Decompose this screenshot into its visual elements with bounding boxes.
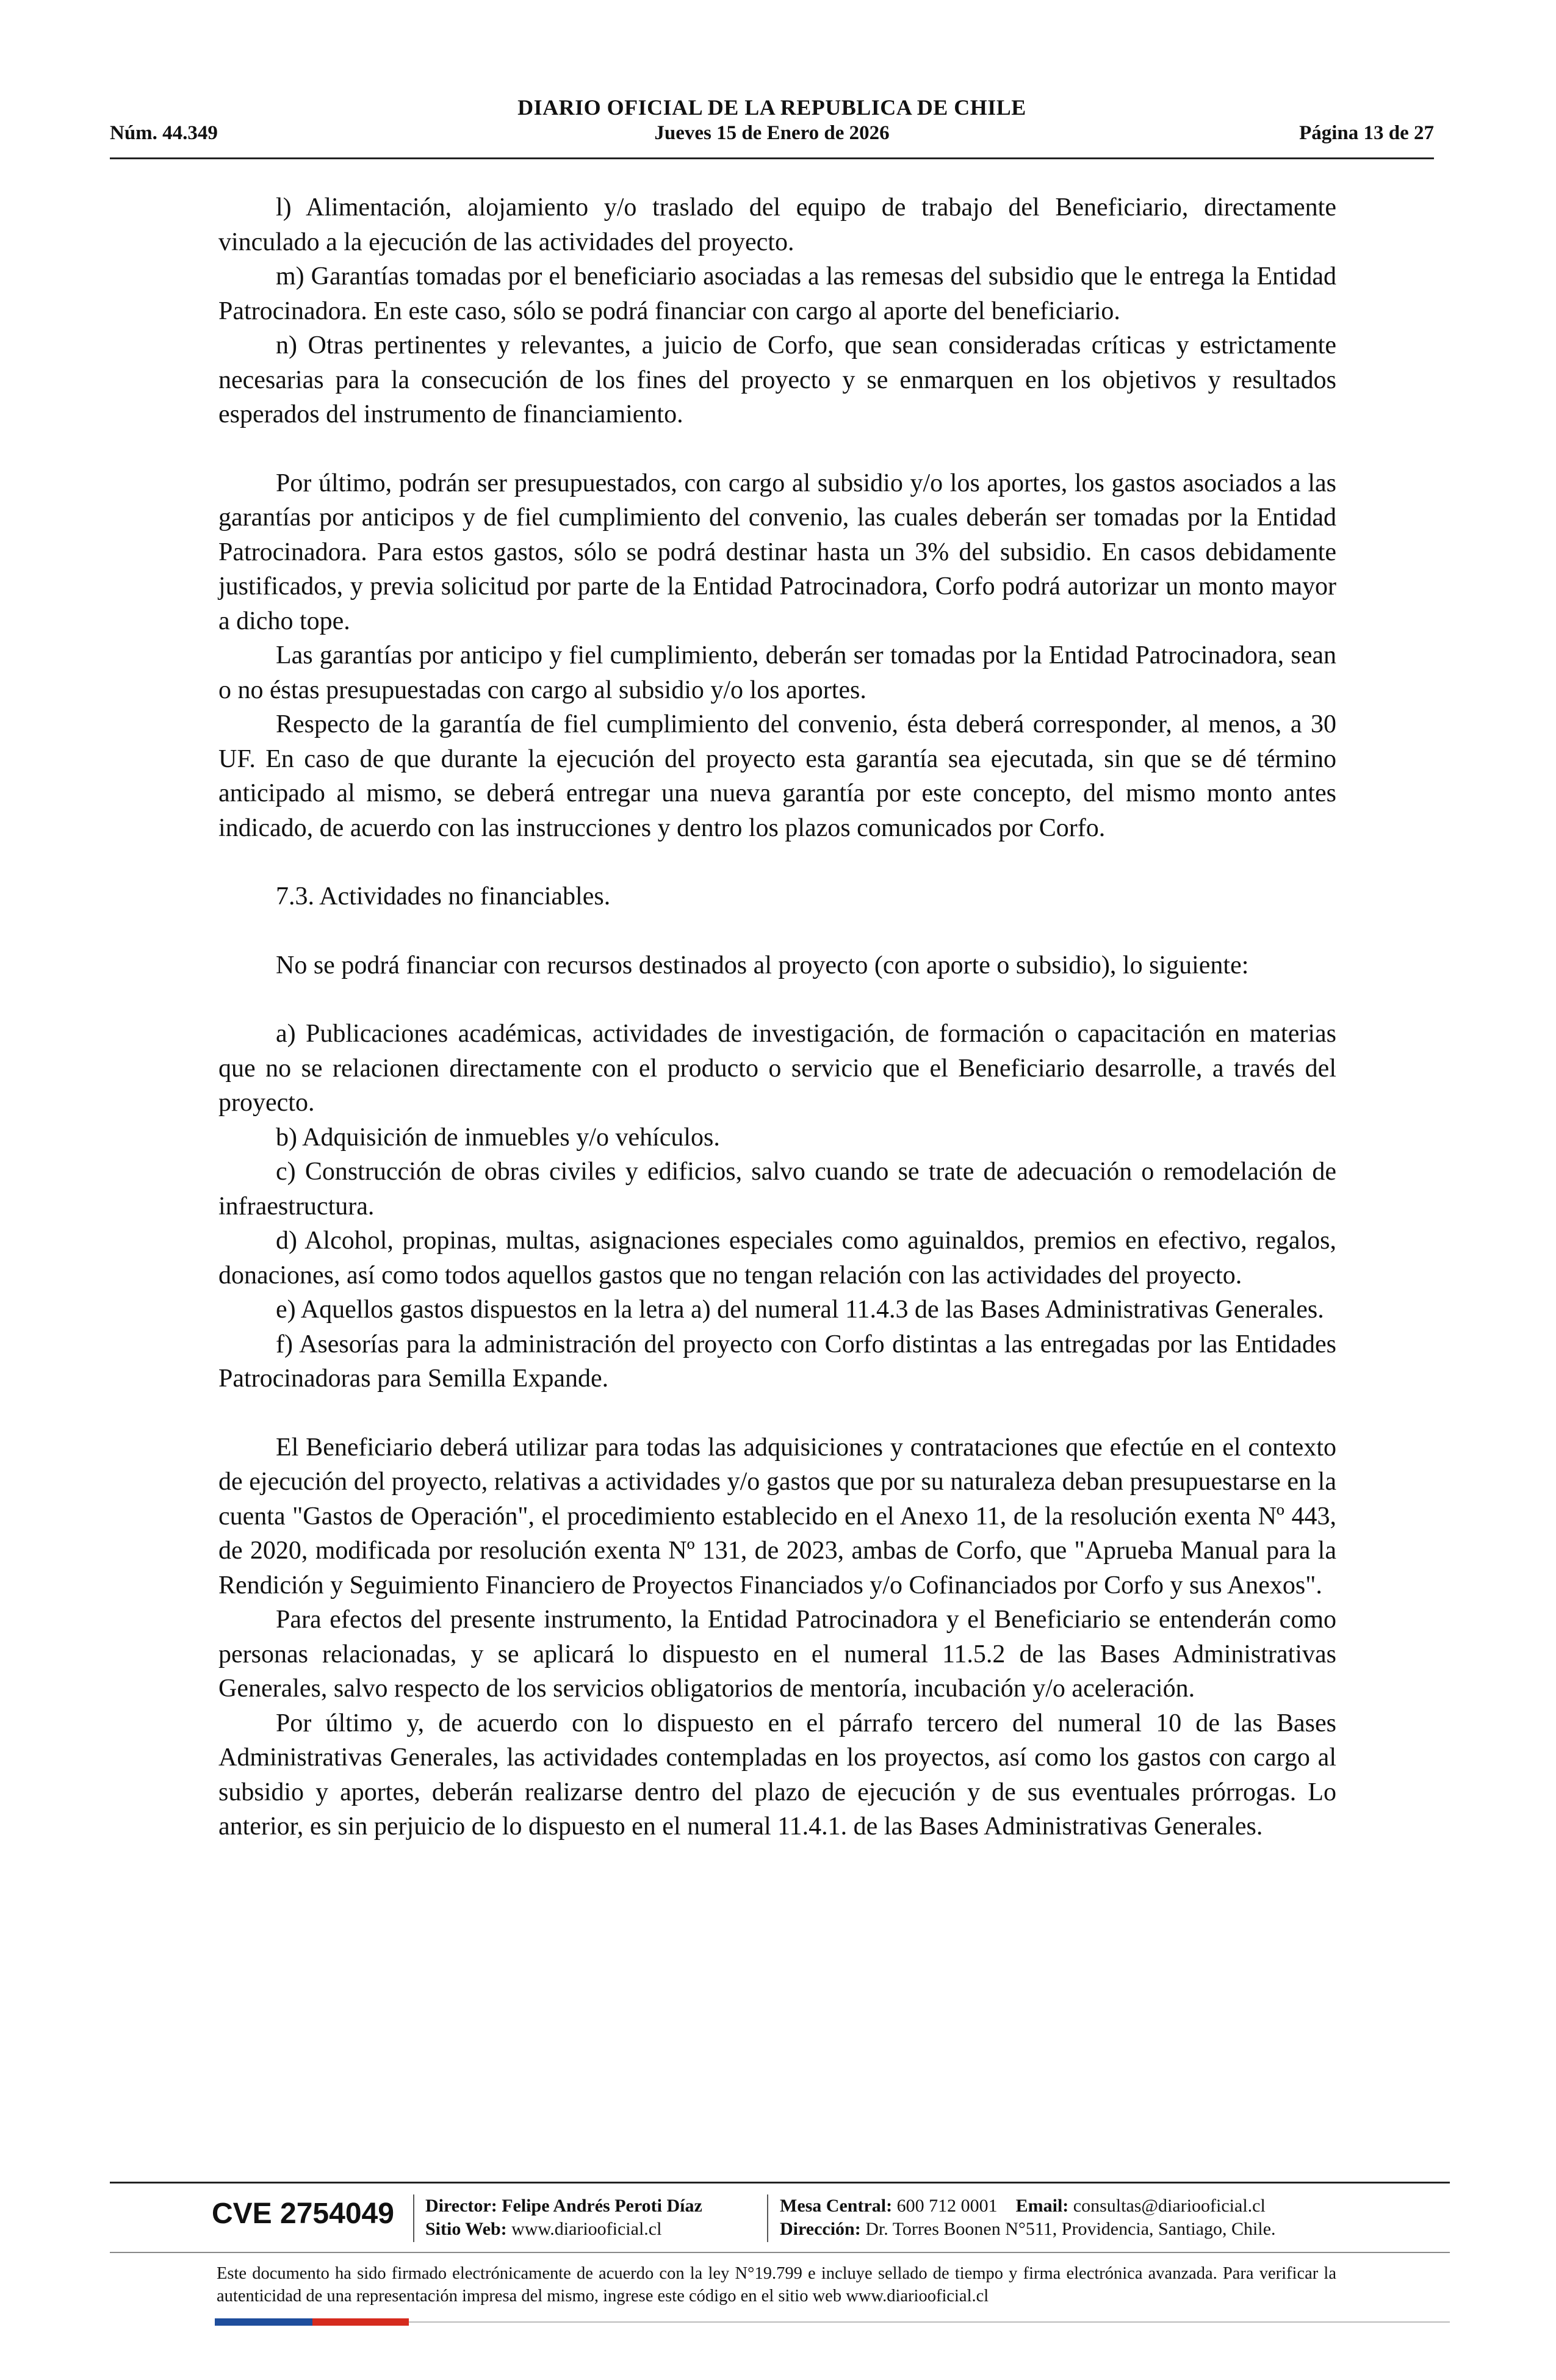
footer-director-block xyxy=(425,2194,702,2241)
list-item-f: f) Asesorías para la administración del proyecto con Corfo distintas a las entregadas por las Entidades Patrocinadoras para Semilla Expande. xyxy=(218,1330,1336,1393)
paragraph-procurement: El Beneficiario deberá utilizar para todas las adquisiciones y contrataciones que efectúe en el contexto de ejecución del proyecto, relativas a actividades y/o gastos que por su naturaleza deban presupuestarse en la cuenta "Gastos de Operación", el procedimiento establecido en el Anexo 11, de la resolución exenta Nº 443, de 2020, modificada por resolución exenta Nº 131, de 2023, ambas de Corfo, que "Aprueba Manual para la Rendición y Seguimiento Financiero de Proyectos Financiados y/o Cofinanciados por Corfo y sus Anexos". xyxy=(218,1433,1336,1599)
mesa-phone: 600 712 0001 xyxy=(896,2196,998,2216)
paragraph-guarantees-entity: Las garantías por anticipo y fiel cumplimiento, deberán ser tomadas por la Entidad Patrocinadora, sean o no éstas presupuestadas con cargo al subsidio y/o los aportes. xyxy=(218,641,1336,704)
footer-divider-mid xyxy=(110,2252,1450,2253)
site-link[interactable]: www.diariooficial.cl xyxy=(511,2219,662,2239)
list-item-a: a) Publicaciones académicas, actividades de investigación, de formación o capacitación en materias que no se relacionen directamente con el producto o servicio que el Beneficiario desarrolle, a través del proyecto. xyxy=(218,1020,1336,1117)
header-divider xyxy=(110,157,1434,159)
paragraph-fiel-cumplimiento: Respecto de la garantía de fiel cumplimiento del convenio, ésta deberá corresponder, al menos, a 30 UF. En caso de que durante la ejecución del proyecto esta garantía sea ejecutada, sin que se dé término anticipado al mismo, se deberá entregar una nueva garantía por este concepto, del mismo monto antes indicado, de acuerdo con las instrucciones y dentro los plazos comunicados por Corfo. xyxy=(218,710,1336,842)
list-item-c: c) Construcción de obras civiles y edificios, salvo cuando se trate de adecuación o remodelación de infraestructura. xyxy=(218,1158,1336,1221)
paragraph-item-m: m) Garantías tomadas por el beneficiario asociadas a las remesas del subsidio que le entrega la Entidad Patrocinadora. En este caso, sólo se podrá financiar con cargo al aporte del beneficiario. xyxy=(218,262,1336,325)
page-number: Página 13 de 27 xyxy=(1299,122,1434,144)
paragraph-item-n: n) Otras pertinentes y relevantes, a juicio de Corfo, que sean consideradas críticas y estrictamente necesarias para la consecución de los fines del proyecto y se enmarquen en los objetivos y resultados esperados del instrumento de financiamiento. xyxy=(218,331,1336,428)
flag-stripe-red xyxy=(312,2318,409,2326)
footer-divider-top xyxy=(110,2182,1450,2183)
legal-notice: Este documento ha sido firmado electrónicamente de acuerdo con la ley N°19.799 e incluye sellado de tiempo y firma electrónica avanzada. Para verificar la autenticidad de una representación impresa del mismo, ingrese este código en el sitio web www.diariooficial.cl xyxy=(217,2264,1336,2306)
paragraph-execution-period: Por último y, de acuerdo con lo dispuesto en el párrafo tercero del numeral 10 de las Bases Administrativas Generales, las actividades contempladas en los proyectos, así como los gastos con cargo al subsidio y aportes, deberán realizarse dentro del plazo de ejecución y de sus eventuales prórrogas. Lo anterior, es sin perjuicio de lo dispuesto en el numeral 11.4.1. de las Bases Administrativas Generales. xyxy=(218,1709,1336,1841)
list-item-b: b) Adquisición de inmuebles y/o vehículos. xyxy=(276,1123,720,1152)
footer-separator xyxy=(413,2194,414,2242)
paragraph-guarantees-budget: Por último, podrán ser presupuestados, con cargo al subsidio y/o los aportes, los gastos asociados a las garantías por anticipos y de fiel cumplimiento del convenio, las cuales deberán ser tomadas por la Entidad Patrocinadora. Para estos gastos, sólo se podrá destinar hasta un 3% del subsidio. En casos debidamente justificados, y previa solicitud por parte de la Entidad Patrocinadora, Corfo podrá autorizar un monto mayor a dicho tope. xyxy=(218,469,1336,635)
flag-stripe-blue xyxy=(215,2318,312,2326)
address-label: Dirección: xyxy=(780,2219,861,2239)
paragraph-non-financeable-intro: No se podrá financiar con recursos destinados al proyecto (con aporte o subsidio), lo siguiente: xyxy=(276,951,1249,979)
list-item-e: e) Aquellos gastos dispuestos en la letra a) del numeral 11.4.3 de las Bases Administrativas Generales. xyxy=(276,1296,1324,1324)
document-body xyxy=(218,190,1336,1844)
footer-separator xyxy=(767,2194,768,2242)
email-link[interactable]: consultas@diariooficial.cl xyxy=(1073,2196,1266,2216)
director-label: Director: xyxy=(425,2196,497,2216)
site-label: Sitio Web: xyxy=(425,2219,507,2239)
gazette-title: DIARIO OFICIAL DE LA REPUBLICA DE CHILE xyxy=(517,95,1026,120)
paragraph-item-l: l) Alimentación, alojamiento y/o traslado del equipo de trabajo del Beneficiario, directamente vinculado a la ejecución de las actividades del proyecto. xyxy=(218,193,1336,256)
mesa-label: Mesa Central: xyxy=(780,2196,893,2216)
address-value: Dr. Torres Boonen N°511, Providencia, Santiago, Chile. xyxy=(865,2219,1276,2239)
paragraph-related-parties: Para efectos del presente instrumento, la Entidad Patrocinadora y el Beneficiario se entenderán como personas relacionadas, y se aplicará lo dispuesto en el numeral 11.5.2 de las Bases Administrativas Generales, salvo respecto de los servicios obligatorios de mentoría, incubación y/o aceleración. xyxy=(218,1606,1336,1703)
issue-date: Jueves 15 de Enero de 2026 xyxy=(654,122,890,144)
section-heading-7-3: 7.3. Actividades no financiables. xyxy=(276,882,611,911)
footer-contact-block xyxy=(780,2194,1276,2241)
director-name: Felipe Andrés Peroti Díaz xyxy=(502,2196,702,2216)
cve-code: CVE 2754049 xyxy=(212,2198,394,2230)
issue-number: Núm. 44.349 xyxy=(110,122,218,144)
email-label: Email: xyxy=(1015,2196,1069,2216)
page-header xyxy=(110,95,1434,156)
footer-bottom-line xyxy=(409,2321,1450,2323)
list-item-d: d) Alcohol, propinas, multas, asignaciones especiales como aguinaldos, premios en efectivo, regalos, donaciones, así como todos aquellos gastos que no tengan relación con las actividades del proyecto. xyxy=(218,1227,1336,1289)
